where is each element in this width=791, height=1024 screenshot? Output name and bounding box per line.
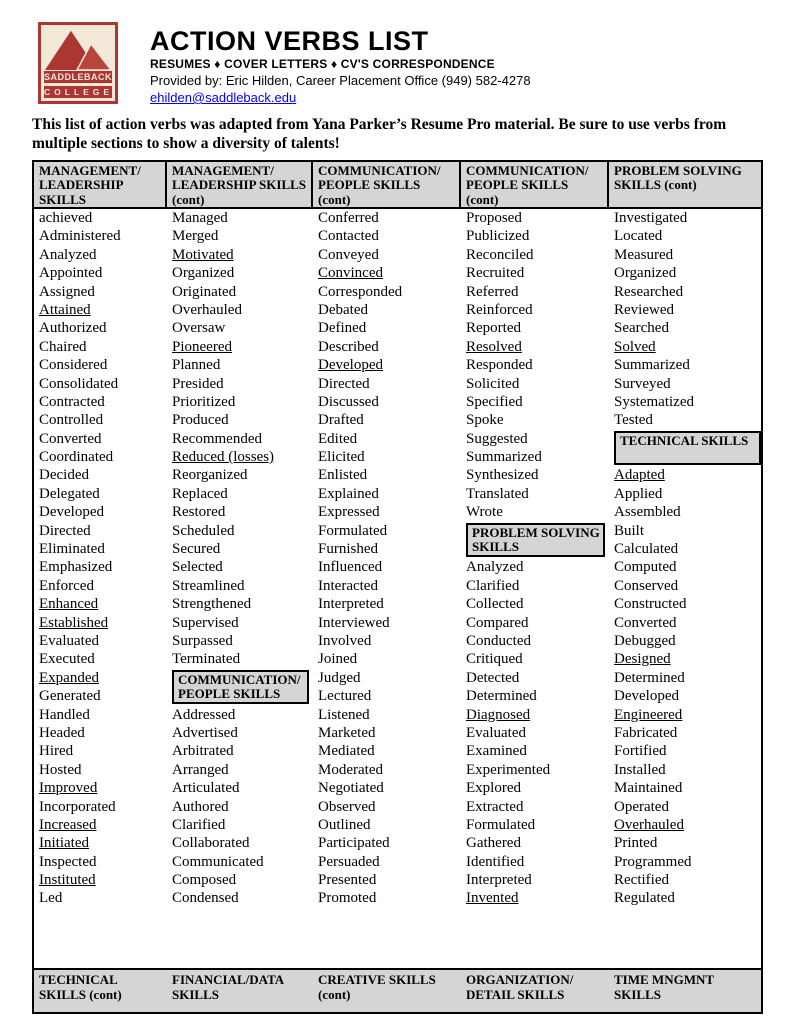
header-line: MANAGEMENT/	[39, 163, 141, 178]
verb: Eliminated	[39, 541, 105, 558]
verb: Enhanced	[39, 596, 99, 613]
verb: Lectured	[318, 688, 372, 705]
verb: Measured	[614, 246, 674, 263]
verb: Corresponded	[318, 283, 403, 300]
verb: Recommended	[172, 430, 262, 447]
header-line: FINANCIAL/DATA	[172, 972, 285, 987]
verb: Compared	[466, 614, 529, 631]
verb: Persuaded	[318, 853, 380, 870]
verb: Suggested	[466, 430, 528, 447]
verb: Headed	[39, 724, 85, 741]
verb: Developed	[614, 688, 679, 705]
verb: Restored	[172, 504, 226, 521]
document-header	[0, 0, 791, 107]
header-line: TIME MNGMNT	[614, 972, 715, 987]
verb: Explained	[318, 485, 379, 502]
header-line: MANAGEMENT/	[172, 163, 274, 178]
verb-column-col-5	[609, 209, 761, 968]
verb: Analyzed	[39, 246, 97, 263]
verb-column-col-1	[34, 209, 167, 968]
verb: Influenced	[318, 559, 383, 576]
header-line: COMMUNICATION/	[466, 163, 589, 178]
verb: Printed	[614, 835, 658, 852]
verb: Converted	[39, 430, 102, 447]
verb: Interacted	[318, 577, 378, 594]
verb: Responded	[466, 357, 533, 374]
verb: Contacted	[318, 228, 379, 245]
action-verbs-table	[32, 160, 763, 1014]
verb-column-col-4	[461, 209, 609, 968]
table-top-header-row	[34, 162, 761, 209]
header-line: SKILLS (cont)	[39, 986, 122, 1002]
verb: Authorized	[39, 320, 107, 337]
verb: Secured	[172, 541, 221, 558]
verb: Planned	[172, 357, 221, 374]
verb: Arranged	[172, 761, 229, 778]
verb: Located	[614, 228, 663, 245]
verb: Interpreted	[318, 596, 384, 613]
header-line: SKILLS	[39, 191, 86, 207]
verb: Interviewed	[318, 614, 390, 631]
verb: Surpassed	[172, 632, 233, 649]
verb: Computed	[614, 559, 677, 576]
verb: Judged	[318, 669, 361, 686]
verb: Diagnosed	[466, 706, 531, 723]
header-line: ORGANIZATION/	[466, 972, 574, 987]
verb: Instituted	[39, 872, 96, 889]
verb: Experimented	[466, 761, 551, 778]
verb: Surveyed	[614, 375, 671, 392]
verb: Assigned	[39, 283, 95, 300]
header-line: (cont)	[318, 986, 351, 1002]
verb: Arbitrated	[172, 743, 234, 760]
verb: Constructed	[614, 596, 687, 613]
column-header-problem-solving-cont	[609, 162, 761, 207]
verb: Fabricated	[614, 724, 678, 741]
verb: Articulated	[172, 780, 240, 797]
verb: Increased	[39, 816, 97, 833]
verb: Outlined	[318, 816, 371, 833]
section-header-problem-solving	[466, 523, 605, 557]
verb: Attained	[39, 301, 91, 318]
column-header-communication-people-cont-a	[313, 162, 461, 207]
verb: Initiated	[39, 835, 89, 852]
verb: Generated	[39, 688, 101, 705]
section-header-technical-skills	[614, 431, 761, 465]
verb: Appointed	[39, 265, 103, 282]
verb: Conferred	[318, 210, 379, 226]
verb: Solved	[614, 338, 656, 355]
verb: Converted	[614, 614, 677, 631]
header-line: SKILLS	[614, 986, 661, 1002]
verb: Investigated	[614, 210, 688, 226]
verb: Decided	[39, 467, 89, 484]
mountains-icon	[43, 27, 113, 70]
verb: Expanded	[39, 669, 99, 686]
header-line: SKILLS	[172, 986, 219, 1002]
verb: Inspected	[39, 853, 97, 870]
verb: Clarified	[466, 577, 520, 594]
verb: Summarized	[466, 449, 542, 466]
verb: Terminated	[172, 651, 241, 668]
header-line: PEOPLE SKILLS	[178, 686, 281, 702]
column-header-management-leadership-cont	[167, 162, 313, 207]
verb: Discussed	[318, 393, 379, 410]
verb: Developed	[39, 504, 104, 521]
email-link[interactable]: ehilden@saddleback.edu	[150, 90, 297, 105]
header-line: SKILLS (cont)	[614, 177, 697, 193]
verb: Reported	[466, 320, 521, 337]
verb: Motivated	[172, 246, 234, 263]
verb: Evaluated	[39, 632, 99, 649]
page-title: ACTION VERBS LIST	[150, 26, 429, 56]
verb-column-col-2	[167, 209, 313, 968]
verb: Established	[39, 614, 109, 631]
verb: Resolved	[466, 338, 522, 355]
header-text-block	[150, 22, 531, 107]
verb: Examined	[466, 743, 527, 760]
verb: Regulated	[614, 890, 675, 907]
verb: Reorganized	[172, 467, 248, 484]
verb: Merged	[172, 228, 219, 245]
verb: Delegated	[39, 485, 100, 502]
verb: Engineered	[614, 706, 683, 723]
verb: Extracted	[466, 798, 524, 815]
verb: Formulated	[318, 522, 388, 539]
header-line: PROBLEM SOLVING	[472, 525, 600, 541]
logo-text-saddleback: SADDLEBACK	[44, 72, 112, 82]
verb: Contracted	[39, 393, 105, 410]
header-line: (cont)	[172, 191, 205, 207]
verb: Analyzed	[466, 559, 524, 576]
verb: Supervised	[172, 614, 239, 631]
verb: Defined	[318, 320, 367, 337]
verb: Directed	[318, 375, 370, 392]
verb: Presided	[172, 375, 224, 392]
verb: Participated	[318, 835, 390, 852]
verb: Furnished	[318, 541, 378, 558]
verb: Referred	[466, 283, 519, 300]
column-header-communication-people-cont-b	[461, 162, 609, 207]
verb: Advertised	[172, 724, 238, 741]
verb: Synthesized	[466, 467, 539, 484]
verb: Directed	[39, 522, 91, 539]
verb: Collaborated	[172, 835, 250, 852]
header-line: DETAIL SKILLS	[466, 986, 565, 1002]
verb: Interpreted	[466, 872, 532, 889]
verb: Systematized	[614, 393, 694, 410]
header-line: (cont)	[318, 191, 351, 207]
column-header-financial-data	[167, 970, 313, 1012]
provided-by-line: Provided by: Eric Hilden, Career Placement Office (949) 582-4278	[150, 73, 531, 88]
verb: Proposed	[466, 210, 522, 226]
verb: Expressed	[318, 504, 380, 521]
logo-text-college: COLLEGE	[44, 87, 114, 97]
verb: Produced	[172, 412, 229, 429]
verb: Built	[614, 522, 645, 539]
verb: Translated	[466, 485, 529, 502]
verb: Reinforced	[466, 301, 533, 318]
verb: Developed	[318, 357, 383, 374]
verb: Drafted	[318, 412, 364, 429]
verb: Adapted	[614, 467, 665, 484]
verb: Explored	[466, 780, 521, 797]
verb: Streamlined	[172, 577, 245, 594]
verb: Joined	[318, 651, 358, 668]
verb: Collected	[466, 596, 524, 613]
section-header-communication-people	[172, 670, 309, 704]
verb: Executed	[39, 651, 95, 668]
verb: Addressed	[172, 706, 236, 723]
header-line: SKILLS	[472, 539, 519, 555]
verb: Incorporated	[39, 798, 116, 815]
header-line: CREATIVE SKILLS	[318, 972, 436, 987]
verb: Administered	[39, 228, 121, 245]
header-line: TECHNICAL SKILLS	[620, 433, 749, 449]
verb: Observed	[318, 798, 376, 815]
verb: Composed	[172, 872, 237, 889]
verb: Organized	[614, 265, 677, 282]
verb: Evaluated	[466, 724, 526, 741]
verb: Programmed	[614, 853, 692, 870]
column-header-creative-cont	[313, 970, 461, 1012]
verb: Communicated	[172, 853, 264, 870]
header-line: LEADERSHIP SKILLS	[172, 177, 307, 193]
verb: Gathered	[466, 835, 521, 852]
verb: Oversaw	[172, 320, 226, 337]
verb: Listened	[318, 706, 370, 723]
verb: Condensed	[172, 890, 239, 907]
verb: Negotiated	[318, 780, 384, 797]
verb: Debated	[318, 301, 368, 318]
verb: Enforced	[39, 577, 94, 594]
verb: Designed	[614, 651, 671, 668]
verb: Clarified	[172, 816, 226, 833]
verb: Described	[318, 338, 379, 355]
header-line: PEOPLE SKILLS	[318, 177, 421, 193]
verb: Spoke	[466, 412, 504, 429]
verb: Led	[39, 890, 63, 907]
verb: Emphasized	[39, 559, 113, 576]
verb: Originated	[172, 283, 237, 300]
verb: Debugged	[614, 633, 676, 649]
verb: Prioritized	[172, 393, 236, 410]
verb: Identified	[466, 853, 525, 870]
verb: Applied	[614, 485, 663, 502]
verb: Presented	[318, 872, 377, 889]
header-line: TECHNICAL	[39, 972, 118, 987]
header-line: PEOPLE SKILLS	[466, 177, 569, 193]
verb: Involved	[318, 632, 372, 649]
verb: Rectified	[614, 872, 669, 889]
intro-paragraph: This list of action verbs was adapted from Yana Parker’s Resume Pro material. Be sure to use verbs from multiple sections to show a diversity of talents!	[32, 116, 727, 152]
verb: Searched	[614, 320, 669, 337]
verb: Conveyed	[318, 246, 379, 263]
verb: Chaired	[39, 338, 87, 355]
column-header-organization-detail	[461, 970, 609, 1012]
verb: Formulated	[466, 816, 536, 833]
saddleback-logo	[38, 22, 118, 104]
verb: Managed	[172, 210, 228, 226]
column-header-technical-cont	[34, 970, 167, 1012]
verb: Invented	[466, 890, 519, 907]
verb: Replaced	[172, 485, 228, 502]
verb: Selected	[172, 559, 223, 576]
verb: Scheduled	[172, 522, 235, 539]
verb: Critiqued	[466, 651, 523, 668]
verb: Solicited	[466, 375, 520, 392]
verb: Recruited	[466, 265, 525, 282]
verb: Operated	[614, 798, 669, 815]
verb: Handled	[39, 706, 90, 723]
verb: Reviewed	[614, 301, 674, 318]
verb: Summarized	[614, 357, 690, 374]
verb: Organized	[172, 265, 235, 282]
verb: Elicited	[318, 449, 365, 466]
verb: Enlisted	[318, 467, 368, 484]
header-line: (cont)	[466, 191, 499, 207]
verb: Considered	[39, 357, 108, 374]
header-line: PROBLEM SOLVING	[614, 163, 742, 178]
header-line: COMMUNICATION/	[318, 163, 441, 178]
verb: Reduced (losses)	[172, 449, 275, 466]
verb: Determined	[466, 688, 537, 705]
verb: Pioneered	[172, 338, 232, 355]
verb: Detected	[466, 669, 520, 686]
page-subtitle: RESUMES ♦ COVER LETTERS ♦ CV'S CORRESPONDENCE	[150, 57, 495, 71]
verb: Overhauled	[172, 301, 242, 318]
verb: Hosted	[39, 761, 82, 778]
table-body	[34, 209, 761, 968]
verb: Conserved	[614, 577, 679, 594]
verb: Wrote	[466, 504, 503, 521]
verb: Conducted	[466, 633, 531, 649]
verb: Edited	[318, 430, 358, 447]
verb: Determined	[614, 669, 685, 686]
verb: Researched	[614, 283, 684, 300]
verb: Publicized	[466, 228, 530, 245]
column-header-management-leadership	[34, 162, 167, 207]
verb: Reconciled	[466, 246, 534, 263]
verb: Specified	[466, 393, 523, 410]
verb: Marketed	[318, 724, 376, 741]
verb: Mediated	[318, 743, 375, 760]
verb: Overhauled	[614, 816, 684, 833]
verb-column-col-3	[313, 209, 461, 968]
verb: Fortified	[614, 743, 667, 760]
column-header-time-mngmnt	[609, 970, 761, 1012]
verb: Promoted	[318, 890, 377, 907]
verb: Convinced	[318, 265, 383, 282]
verb: Assembled	[614, 504, 681, 521]
verb: achieved	[39, 210, 93, 226]
verb: Moderated	[318, 761, 383, 778]
verb: Controlled	[39, 412, 104, 429]
header-line: COMMUNICATION/	[178, 672, 301, 688]
header-line: LEADERSHIP	[39, 177, 124, 193]
verb: Coordinated	[39, 449, 114, 466]
verb: Hired	[39, 743, 74, 760]
verb: Maintained	[614, 780, 683, 797]
verb: Consolidated	[39, 375, 119, 392]
verb: Tested	[614, 412, 653, 429]
table-bottom-header-row	[34, 968, 761, 1012]
verb: Calculated	[614, 541, 679, 558]
verb: Strengthened	[172, 596, 252, 613]
verb: Authored	[172, 798, 229, 815]
verb: Improved	[39, 780, 98, 797]
verb: Installed	[614, 761, 666, 778]
